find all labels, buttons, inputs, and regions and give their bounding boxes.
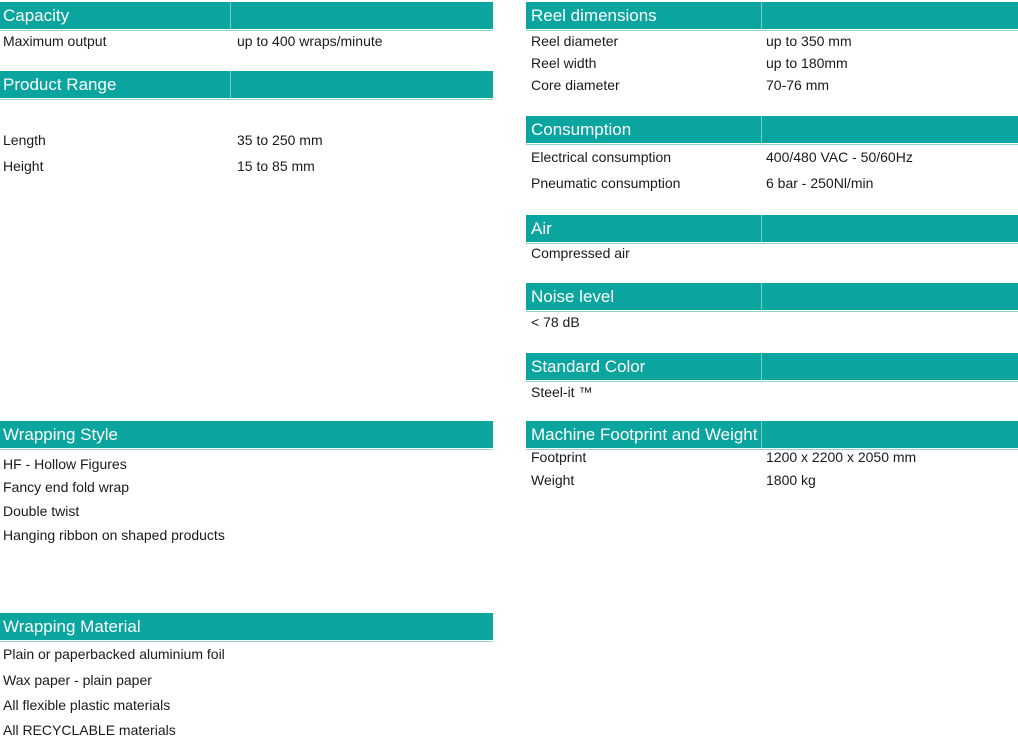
- wrapping-style-item-2: Double twist: [3, 503, 80, 519]
- consumption-value-0: 400/480 VAC - 50/60Hz: [766, 149, 913, 165]
- reel-dimensions-label-0: Reel diameter: [531, 33, 619, 49]
- footprint-label-0: Footprint: [531, 449, 587, 465]
- product-range-label-0: Length: [3, 132, 46, 148]
- wrapping-material-item-2: All flexible plastic materials: [3, 697, 171, 713]
- reel-dimensions-value-1: up to 180mm: [766, 55, 848, 71]
- footprint-header: [526, 421, 1018, 448]
- reel-dimensions-value-0: up to 350 mm: [766, 33, 852, 49]
- wrapping-material-item-0: Plain or paperbacked aluminium foil: [3, 646, 225, 662]
- footprint-title: Machine Footprint and Weight: [531, 425, 758, 444]
- consumption-title: Consumption: [531, 120, 632, 139]
- capacity-header: [0, 2, 493, 29]
- consumption-header: [526, 116, 1018, 143]
- reel-dimensions-value-2: 70-76 mm: [766, 77, 830, 93]
- air-value: Compressed air: [531, 245, 630, 261]
- capacity-value-0: up to 400 wraps/minute: [237, 33, 383, 49]
- air-header: [526, 215, 1018, 242]
- wrapping-material-title: Wrapping Material: [3, 617, 141, 636]
- reel-dimensions-header: [526, 2, 1018, 29]
- reel-dimensions-label-2: Core diameter: [531, 77, 620, 93]
- wrapping-style-header: [0, 421, 493, 448]
- product-range-header: [0, 71, 493, 98]
- standard-color-header: [526, 353, 1018, 380]
- product-range-label-1: Height: [3, 158, 44, 174]
- wrapping-style-title: Wrapping Style: [3, 425, 118, 444]
- consumption-value-1: 6 bar - 250Nl/min: [766, 175, 874, 191]
- product-range-value-1: 15 to 85 mm: [237, 158, 315, 174]
- reel-dimensions-title: Reel dimensions: [531, 6, 657, 25]
- wrapping-material-item-1: Wax paper - plain paper: [3, 672, 152, 688]
- wrapping-style-item-3: Hanging ribbon on shaped products: [3, 527, 225, 543]
- wrapping-material-item-3: All RECYCLABLE materials: [3, 722, 176, 738]
- noise-level-title: Noise level: [531, 287, 615, 306]
- footprint-value-1: 1800 kg: [766, 472, 816, 488]
- consumption-label-0: Electrical consumption: [531, 149, 672, 165]
- consumption-label-1: Pneumatic consumption: [531, 175, 681, 191]
- standard-color-value: Steel-it ™: [531, 384, 593, 400]
- product-range-title: Product Range: [3, 75, 117, 94]
- standard-color-title: Standard Color: [531, 357, 646, 376]
- footprint-label-1: Weight: [531, 472, 575, 488]
- noise-level-value: < 78 dB: [531, 314, 580, 330]
- capacity-label-0: Maximum output: [3, 33, 107, 49]
- wrapping-material-header: [0, 613, 493, 640]
- wrapping-style-item-0: HF - Hollow Figures: [3, 456, 127, 472]
- air-title: Air: [531, 219, 552, 238]
- product-range-value-0: 35 to 250 mm: [237, 132, 323, 148]
- wrapping-style-item-1: Fancy end fold wrap: [3, 479, 130, 495]
- footprint-value-0: 1200 x 2200 x 2050 mm: [766, 449, 917, 465]
- capacity-title: Capacity: [3, 6, 70, 25]
- reel-dimensions-label-1: Reel width: [531, 55, 597, 71]
- noise-level-header: [526, 283, 1018, 310]
